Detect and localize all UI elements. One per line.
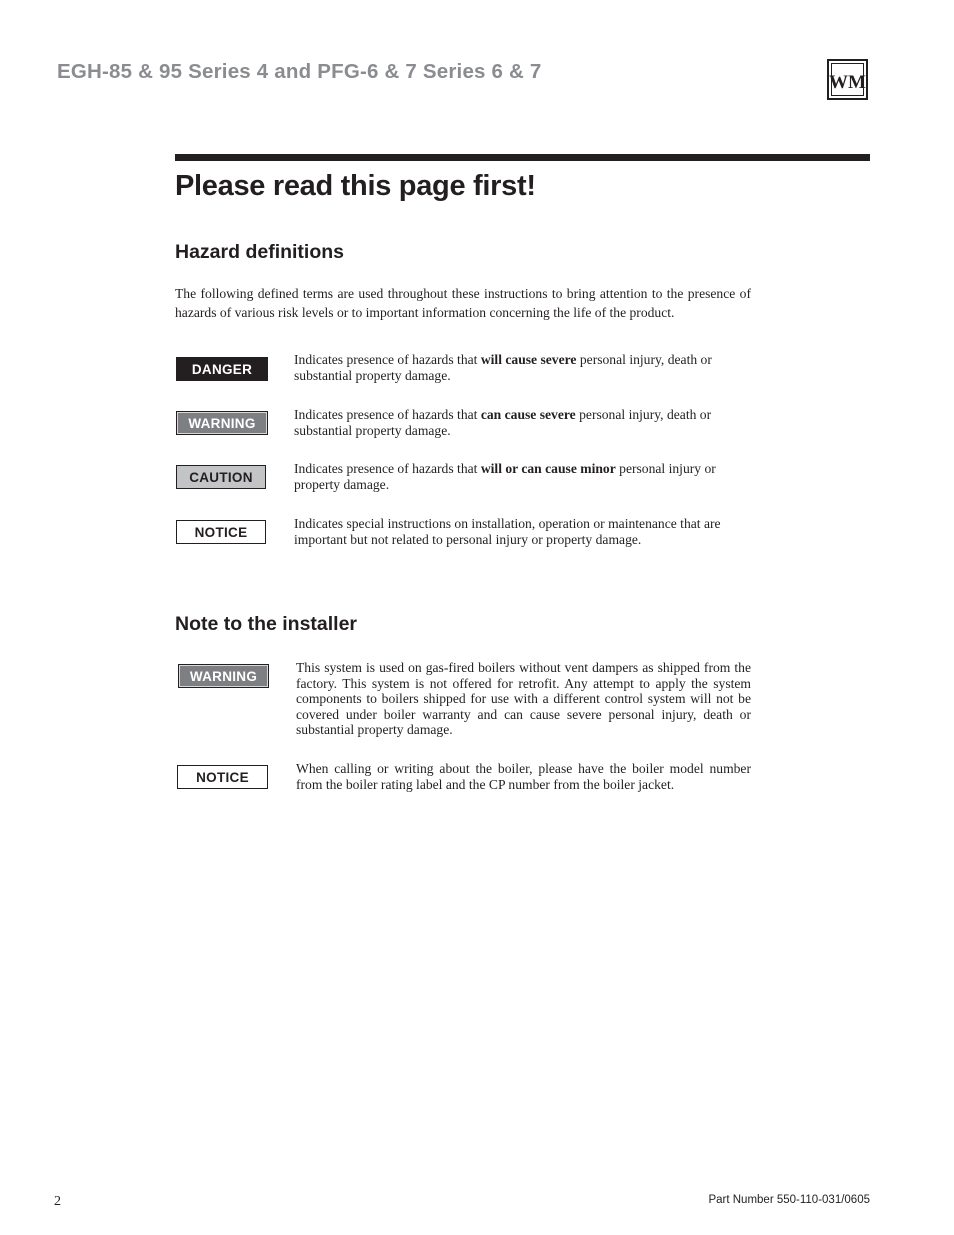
notice-definition: [294, 516, 752, 548]
warning-definition: [294, 407, 752, 439]
part-number: Part Number 550-110-031/0605: [708, 1194, 870, 1206]
notice-badge: NOTICE: [176, 520, 266, 544]
danger-definition-post: personal injury, death or substantial property damage.: [294, 352, 712, 383]
warning-definition-pre: Indicates presence of hazards that: [294, 407, 481, 422]
page-number: 2: [54, 1194, 61, 1209]
installer-warning-text: This system is used on gas-fired boilers without vent dampers as shipped from the factory. This system is not offered for retrofit. Any attempt to apply the system components to boilers shipped for use with a different control system will not be covered under boiler warranty and can cause severe personal injury, death or substantial property damage.: [296, 660, 751, 737]
installer-notice-text: When calling or writing about the boiler, please have the boiler model number from the boiler rating label and the CP number from the boiler jacket.: [296, 761, 751, 792]
caution-badge: CAUTION: [176, 465, 266, 489]
page-title: Please read this page first!: [175, 170, 536, 202]
warning-badge: WARNING: [176, 411, 268, 435]
weil-mclain-logo: [827, 59, 868, 100]
warning-definition-bold: can cause severe: [480, 407, 576, 422]
installer-notice-badge: NOTICE: [177, 765, 268, 789]
caution-definition: [294, 461, 752, 493]
caution-definition-pre: Indicates presence of hazards that: [294, 461, 481, 476]
danger-badge: DANGER: [176, 357, 268, 381]
document-header: EGH-85 & 95 Series 4 and PFG-6 & 7 Series 6 & 7: [57, 60, 542, 83]
hazard-intro-text: The following defined terms are used throughout these instructions to bring attention to the presence of hazards of various risk levels or to important information concerning the life of the product.: [175, 286, 751, 320]
logo-mark-icon: [829, 65, 866, 96]
caution-definition-bold: will or can cause minor: [480, 461, 616, 476]
title-rule: [175, 154, 870, 161]
danger-definition-bold: will cause severe: [480, 352, 577, 367]
warning-definition-post: personal injury, death or substantial property damage.: [294, 407, 712, 438]
caution-definition-post: personal injury or property damage.: [294, 461, 716, 492]
svg-text:WM: WM: [829, 72, 866, 93]
installer-note-heading: Note to the installer: [175, 613, 358, 635]
danger-definition-pre: Indicates presence of hazards that: [294, 352, 481, 367]
installer-warning-badge: WARNING: [178, 664, 269, 688]
danger-definition: [294, 352, 752, 384]
hazard-definitions-heading: Hazard definitions: [175, 241, 345, 263]
notice-definition-pre: Indicates special instructions on installation, operation or maintenance that are important but not related to personal injury or property damage.: [294, 516, 721, 547]
